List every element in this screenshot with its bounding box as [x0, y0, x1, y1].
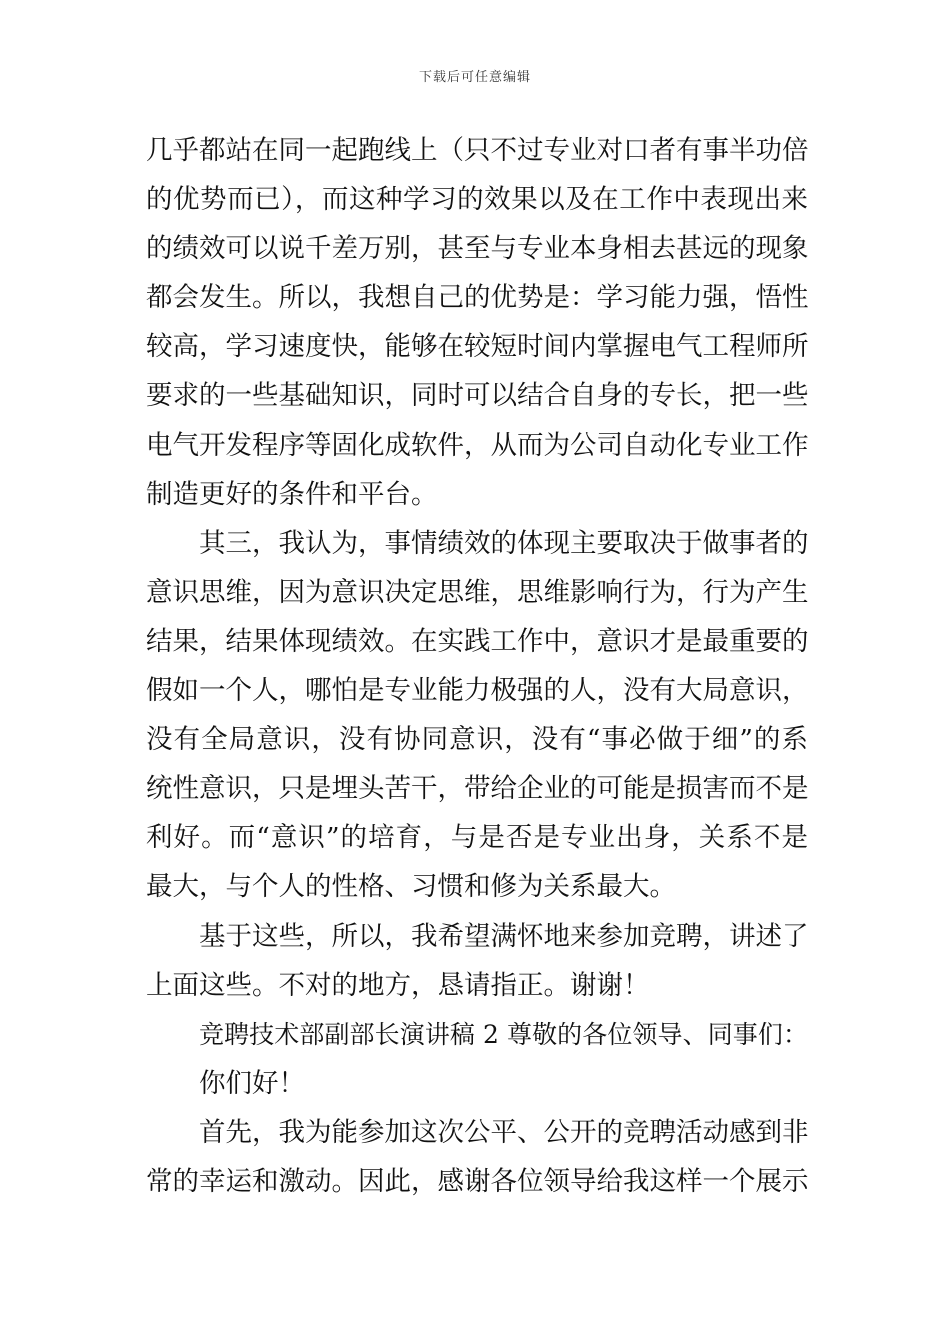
text-line: 没有全局意识，没有协同意识，没有“事必做于细”的系 — [146, 724, 808, 756]
text-line: 制造更好的条件和平台。 — [146, 478, 438, 510]
text-line: 常的幸运和激动。因此，感谢各位领导给我这样一个展示 — [146, 1165, 808, 1197]
text-line: 结果，结果体现绩效。在实践工作中，意识才是最重要的 — [146, 625, 808, 657]
text-line: 统性意识，只是埋头苦干，带给企业的可能是损害而不是 — [146, 773, 808, 805]
document-body — [146, 126, 808, 1206]
text-line: 最大，与个人的性格、习惯和修为关系最大。 — [146, 871, 676, 903]
text-line: 假如一个人，哪怕是专业能力极强的人，没有大局意识， — [146, 675, 808, 707]
text-line: 基于这些，所以，我希望满怀地来参加竞聘，讲述了 — [199, 920, 808, 952]
text-line: 电气开发程序等固化成软件，从而为公司自动化专业工作 — [146, 429, 808, 461]
text-line: 的优势而已），而这种学习的效果以及在工作中表现出来 — [146, 184, 808, 216]
text-line: 其三，我认为，事情绩效的体现主要取决于做事者的 — [199, 527, 808, 559]
text-line: 几乎都站在同一起跑线上（只不过专业对口者有事半功倍 — [146, 135, 808, 166]
text-line: 竞聘技术部副部长演讲稿 2 尊敬的各位领导、同事们： — [199, 1019, 808, 1049]
text-line: 首先，我为能参加这次公平、公开的竞聘活动感到非 — [199, 1116, 808, 1148]
text-line: 利好。而“意识”的培育，与是否是专业出身，关系不是 — [146, 822, 808, 854]
text-line: 要求的一些基础知识，同时可以结合自身的专长，把一些 — [146, 380, 808, 412]
text-line: 都会发生。所以，我想自己的优势是：学习能力强，悟性 — [146, 282, 808, 314]
text-line: 你们好！ — [199, 1067, 305, 1099]
text-line: 较高，学习速度快，能够在较短时间内掌握电气工程师所 — [146, 331, 808, 363]
text-line: 上面这些。不对的地方，恳请指正。谢谢！ — [146, 969, 650, 1001]
page-header: 下载后可任意编辑 — [418, 70, 531, 85]
text-line: 的绩效可以说千差万别，甚至与专业本身相去甚远的现象 — [146, 233, 808, 265]
text-line: 意识思维，因为意识决定思维，思维影响行为，行为产生 — [146, 576, 808, 608]
